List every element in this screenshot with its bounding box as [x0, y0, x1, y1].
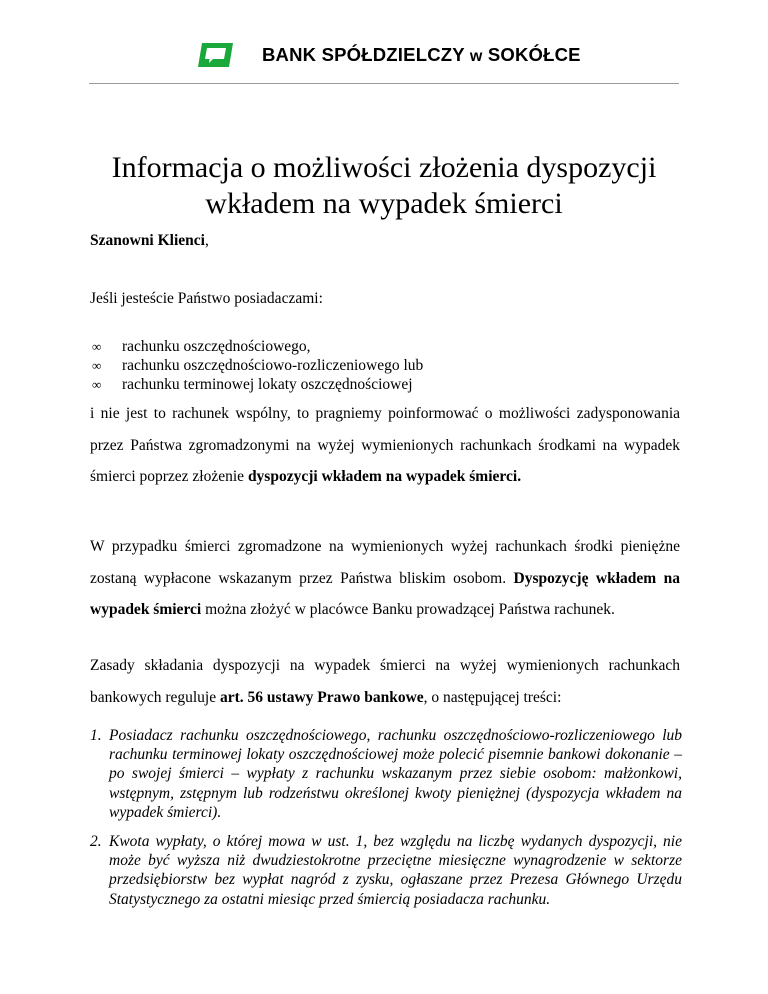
- list-item-text: rachunku oszczędnościowego,: [122, 338, 311, 355]
- paragraph-3-text-2: , o następującej treści:: [423, 689, 562, 706]
- header-divider: [89, 83, 679, 84]
- article-number: 2.: [90, 833, 102, 851]
- paragraph-1: [90, 398, 680, 493]
- article-item: [90, 832, 682, 909]
- title-line-1: Informacja o możliwości złożenia dyspozycji: [111, 151, 657, 185]
- list-item-text: rachunku oszczędnościowo-rozliczeniowego lub: [122, 357, 424, 374]
- greeting-bold: Szanowni Klienci: [90, 232, 205, 249]
- article-text: Posiadacz rachunku oszczędnościowego, rachunku oszczędnościowo-rozliczeniowego lub rachunku terminowej lokaty oszczędnościowej może polecić pisemnie bankowi dokonanie – po swojej śmierci – wypłaty z rachunku wskazanym przez siebie osobom: małżonkowi, wstępnym, zstępnym lub rodzeństwu określonej kwoty pieniężnej (dyspozycja wkładem na wypadek śmierci).: [109, 727, 682, 821]
- bank-logo-icon: [196, 42, 236, 68]
- bank-name: [262, 44, 581, 66]
- letterhead: [196, 40, 581, 70]
- law-article-list: [90, 726, 682, 919]
- bank-name-w: w: [469, 48, 483, 65]
- paragraph-2-bold: Dyspozycję wkładem na wypadek śmierci: [90, 569, 680, 618]
- list-item-text: rachunku terminowej lokaty oszczędnościowej: [122, 376, 413, 393]
- paragraph-3-bold: art. 56 ustawy Prawo bankowe: [220, 689, 424, 706]
- paragraph-1-bold: dyspozycji wkładem na wypadek śmierci.: [247, 468, 522, 485]
- intro-text: Jeśli jesteście Państwo posiadaczami:: [90, 290, 323, 307]
- greeting: [90, 232, 680, 250]
- bank-name-part2: SOKÓŁCE: [487, 44, 581, 65]
- bullet-infinity-icon: ∞: [92, 339, 102, 354]
- title-line-2: wkładem na wypadek śmierci: [205, 187, 563, 221]
- paragraph-3-text-1: Zasady składania dyspozycji na wypadek śmierci na wyżej wymienionych rachunkach bankowych reguluje: [90, 657, 680, 706]
- paragraph-1-text: i nie jest to rachunek wspólny, to pragniemy poinformować o możliwości zadysponowania przez Państwa zgromadzonymi na wyżej wymienionych rachunkach środkami na wypadek śmierci poprzez złożenie: [90, 405, 680, 485]
- list-item: [92, 375, 682, 394]
- account-types-list: [92, 337, 682, 394]
- article-text: Kwota wypłaty, o której mowa w ust. 1, bez względu na liczbę wydanych dyspozycji, nie może być wyższa niż dwudziestokrotne przeciętne miesięczne wynagrodzenie w sektorze przedsiębiorstw bez wypłat nagród z zysku, ogłaszane przez Prezesa Głównego Urzędu Statystycznego za ostatni miesiąc przed śmiercią posiadacza rachunku.: [109, 833, 682, 908]
- greeting-punct: ,: [204, 232, 209, 249]
- article-item: [90, 726, 682, 822]
- list-item: [92, 337, 682, 356]
- bank-name-part1: BANK SPÓŁDZIELCZY: [262, 44, 465, 65]
- paragraph-2: [90, 531, 680, 626]
- page-title: [60, 150, 708, 222]
- paragraph-2-text-2: można złożyć w placówce Banku prowadzącej Państwa rachunek.: [201, 601, 615, 618]
- bullet-infinity-icon: ∞: [92, 377, 102, 392]
- paragraph-3: [90, 650, 680, 714]
- article-number: 1.: [90, 727, 102, 744]
- paragraph-2-text-1: W przypadku śmierci zgromadzone na wymienionych wyżej rachunkach środki pieniężne zostaną wypłacone wskazanym przez Państwa bliskim osobom.: [90, 538, 680, 587]
- list-item: [92, 356, 682, 375]
- bullet-infinity-icon: ∞: [92, 358, 102, 373]
